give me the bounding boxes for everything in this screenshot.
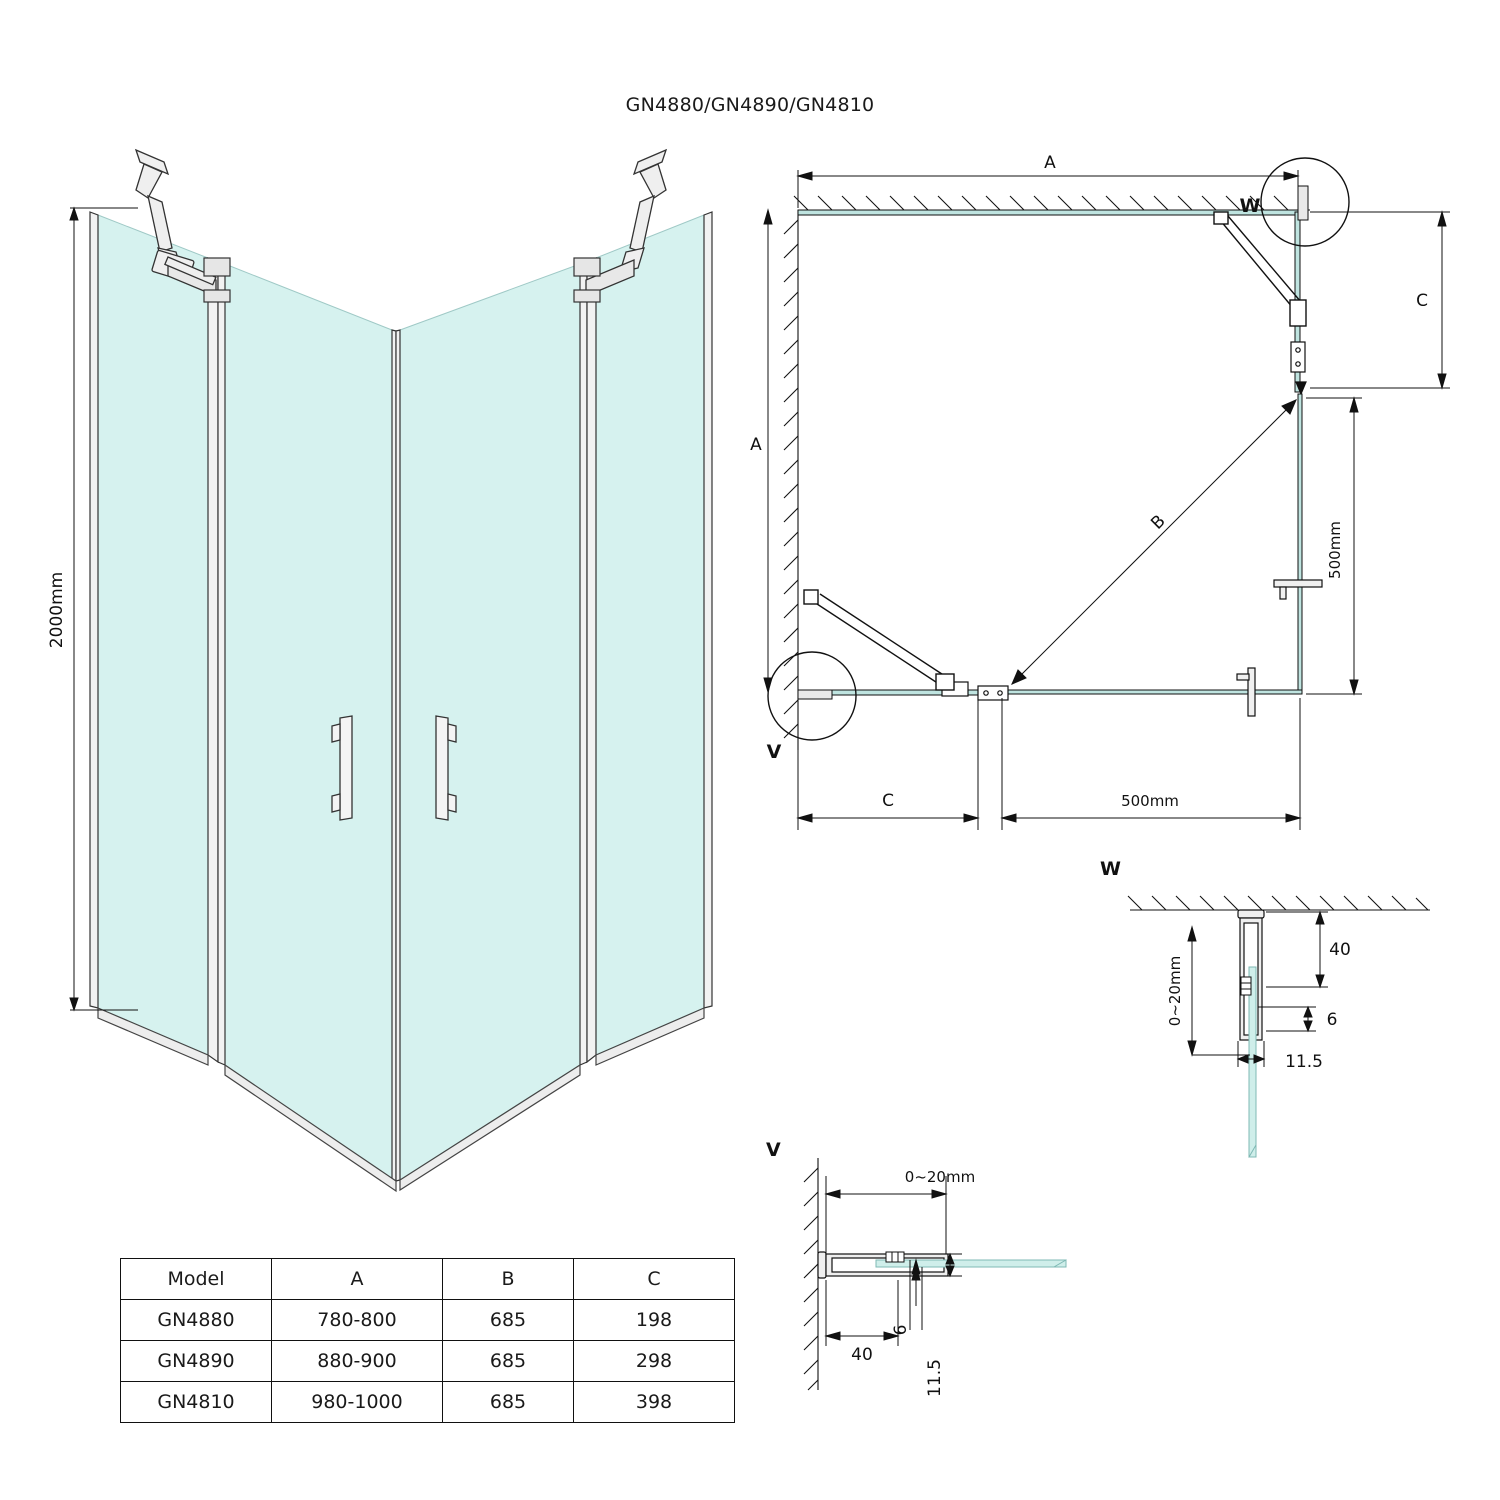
dimension-c-right xyxy=(1310,212,1450,388)
detail-v-label-gap: 0~20mm xyxy=(904,1168,976,1186)
detail-v-seal xyxy=(886,1252,904,1262)
table-row xyxy=(121,1382,735,1423)
detail-w-wall xyxy=(1128,896,1430,910)
label-b: B xyxy=(1147,511,1170,534)
glass-panel-left-door xyxy=(225,264,392,1180)
label-500-horizontal: 500mm xyxy=(1121,792,1179,810)
table-row xyxy=(121,1341,735,1382)
wall-top xyxy=(794,196,1310,210)
cell-a: 980-1000 xyxy=(272,1382,443,1423)
wall-left xyxy=(784,210,798,750)
detail-w-title: W xyxy=(1100,858,1121,880)
label-w-callout: W xyxy=(1239,195,1261,217)
detail-v-dim-40 xyxy=(826,1280,898,1346)
detail-v-wall xyxy=(804,1158,818,1390)
detail-w-seal xyxy=(1241,977,1251,995)
label-500-vertical: 500mm xyxy=(1326,521,1344,579)
table-header-c: C xyxy=(574,1259,735,1300)
table-header-model: Model xyxy=(121,1259,272,1300)
detail-w-dim-6 xyxy=(1258,1007,1316,1031)
plan-support-bar-top-right xyxy=(1214,212,1306,326)
detail-w-label-gap: 0~20mm xyxy=(1166,955,1184,1027)
label-v-callout: V xyxy=(766,741,782,763)
cell-c: 298 xyxy=(574,1341,735,1382)
plan-door-leaf-right xyxy=(1298,394,1302,694)
glass-panel-left-fixed xyxy=(98,215,208,1055)
detail-w-label-40: 40 xyxy=(1329,940,1351,960)
detail-w-dim-40 xyxy=(1266,912,1328,987)
drawing-title: GN4880/GN4890/GN4810 xyxy=(625,94,875,116)
dimension-b xyxy=(1012,400,1296,684)
plan-door-leaf-bottom xyxy=(998,690,1302,694)
cell-model: GN4880 xyxy=(121,1300,272,1341)
cell-a: 780-800 xyxy=(272,1300,443,1341)
spec-table xyxy=(120,1258,735,1423)
detail-w-label-6: 6 xyxy=(1326,1010,1338,1030)
label-c-bottom: C xyxy=(882,791,894,811)
plan-support-bar-bottom-left xyxy=(804,590,954,690)
cell-b: 685 xyxy=(443,1341,574,1382)
detail-w xyxy=(1080,855,1480,1175)
perspective-view xyxy=(40,140,740,1240)
label-c-right: C xyxy=(1416,291,1428,311)
cell-model: GN4890 xyxy=(121,1341,272,1382)
cell-b: 685 xyxy=(443,1382,574,1423)
cell-model: GN4810 xyxy=(121,1382,272,1423)
table-header-row xyxy=(121,1259,735,1300)
table-header-b: B xyxy=(443,1259,574,1300)
plan-hinge-right xyxy=(1291,342,1306,394)
dimension-500-horizontal xyxy=(1002,698,1300,830)
detail-w-label-115: 11.5 xyxy=(1285,1052,1323,1072)
detail-v xyxy=(750,1130,1170,1420)
cell-c: 398 xyxy=(574,1382,735,1423)
label-a-top: A xyxy=(1044,153,1056,173)
glass-panel-right-door xyxy=(400,264,580,1180)
detail-v-label-40: 40 xyxy=(851,1345,873,1365)
detail-v-label-6: 6 xyxy=(891,1324,911,1336)
cell-b: 685 xyxy=(443,1300,574,1341)
callout-v xyxy=(768,652,856,740)
cell-c: 198 xyxy=(574,1300,735,1341)
table-row xyxy=(121,1300,735,1341)
detail-v-dim-gap xyxy=(826,1176,946,1254)
dimension-a-left xyxy=(764,210,772,692)
plan-view xyxy=(750,150,1490,870)
height-label: 2000mm xyxy=(47,571,67,649)
label-a-left: A xyxy=(750,435,762,455)
callout-w xyxy=(1261,158,1349,246)
detail-v-label-115: 11.5 xyxy=(925,1359,945,1397)
cell-a: 880-900 xyxy=(272,1341,443,1382)
detail-v-title: V xyxy=(766,1139,781,1161)
table-header-a: A xyxy=(272,1259,443,1300)
glass-panel-right-fixed xyxy=(596,215,704,1055)
